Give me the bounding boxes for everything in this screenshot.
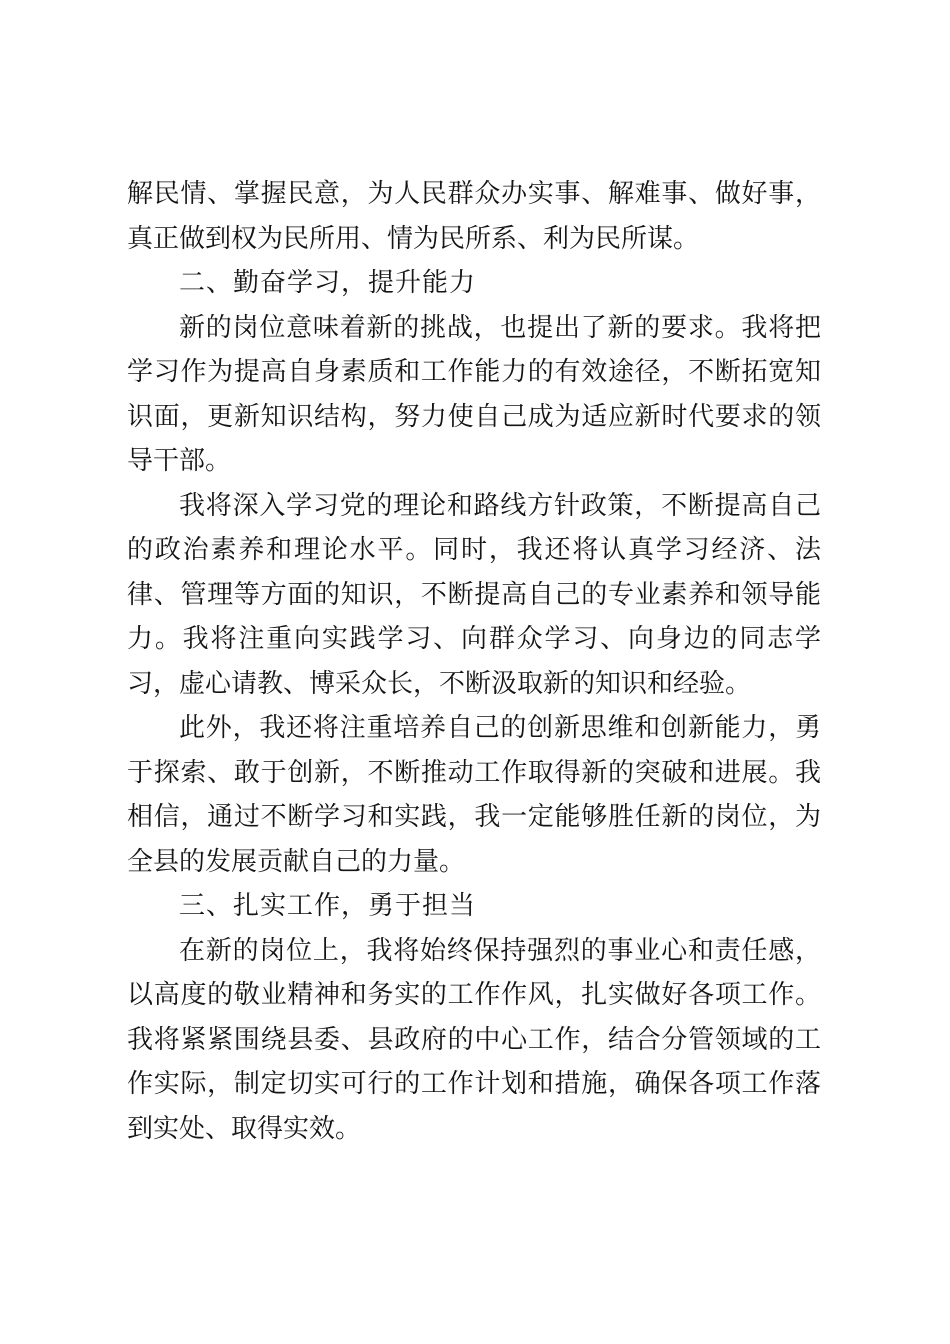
paragraph: 新的岗位意味着新的挑战，也提出了新的要求。我将把学习作为提高自身素质和工作能力的有效途径，不断拓宽知识面，更新知识结构，努力使自己成为适应新时代要求的领导干部。	[127, 312, 821, 476]
section-heading-2: 二、勤奋学习，提升能力	[179, 268, 477, 298]
paragraph: 在新的岗位上，我将始终保持强烈的事业心和责任感，以高度的敬业精神和务实的工作作风，扎实做好各项工作。我将紧紧围绕县委、县政府的中心工作，结合分管领域的工作实际，制定切实可行的工作计划和措施，确保各项工作落到实处、取得实效。	[127, 935, 821, 1144]
paragraph-continued: 解民情、掌握民意，为人民群众办实事、解难事、做好事，真正做到权为民所用、情为民所系、利为民所谋。	[127, 179, 821, 254]
section-heading-3: 三、扎实工作，勇于担当	[179, 891, 477, 921]
paragraph: 我将深入学习党的理论和路线方针政策，不断提高自己的政治素养和理论水平。同时，我还将认真学习经济、法律、管理等方面的知识，不断提高自己的专业素养和领导能力。我将注重向实践学习、向群众学习、向身边的同志学习，虚心请教、博采众长，不断汲取新的知识和经验。	[127, 490, 821, 699]
paragraph: 此外，我还将注重培养自己的创新思维和创新能力，勇于探索、敢于创新，不断推动工作取得新的突破和进展。我相信，通过不断学习和实践，我一定能够胜任新的岗位，为全县的发展贡献自己的力量。	[127, 713, 821, 877]
document-body	[127, 172, 821, 1151]
